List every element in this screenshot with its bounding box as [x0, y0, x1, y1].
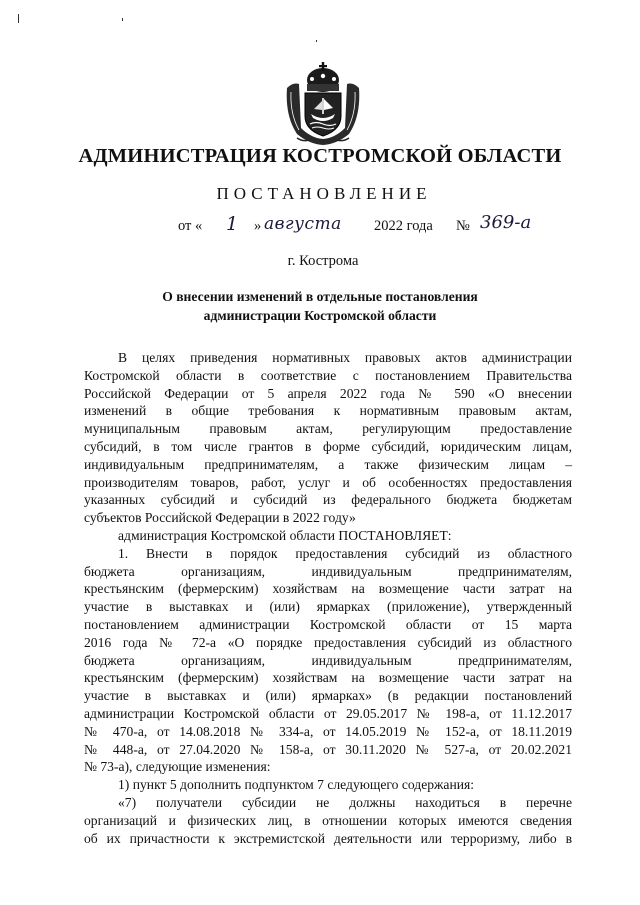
body-line: администрация Костромской области ПОСТАНОВЛЯЕТ: — [118, 527, 452, 543]
scan-speck — [316, 40, 317, 42]
handwritten-day: 1 — [226, 213, 239, 235]
body-line: В целях приведения нормативных правовых актов администрации — [118, 350, 572, 365]
document-subject — [0, 287, 640, 325]
body-line: организаций и физических лиц, в отношении которых имеются сведения — [84, 812, 572, 828]
document-type: ПОСТАНОВЛЕНИЕ — [216, 184, 432, 203]
body-line: № 448-а, от 27.04.2020 № 158-а, от 30.11.2020 № 527-а, от 20.02.2021 — [84, 741, 572, 757]
organization-title: АДМИНИСТРАЦИЯ КОСТРОМСКОЙ ОБЛАСТИ — [78, 145, 562, 167]
body-line: крестьянским (фермерским) хозяйствам на возмещение части затрат на — [84, 581, 572, 597]
body-line: № 73-а), следующие изменения: — [84, 759, 271, 775]
body-line: 1) пункт 5 дополнить подпунктом 7 следующего содержания: — [118, 777, 475, 793]
body-line: 2016 года № 72-а «О порядке предоставления субсидий из областного — [84, 634, 572, 650]
body-line: администрации Костромской области от 29.05.2017 № 198-а, от 11.12.2017 — [84, 705, 572, 721]
handwritten-number: 369-а — [480, 212, 532, 233]
document-body — [84, 349, 572, 847]
subject-line: администрации Костромской области — [203, 308, 437, 323]
body-line: бюджета организациям, индивидуальным предпринимателям, — [84, 652, 572, 668]
body-line: «7) получатели субсидии не должны находиться в перечне — [118, 794, 572, 810]
body-line: 1. Внести в порядок предоставления субсидий из областного — [118, 545, 572, 561]
city-name: г. Кострома — [287, 253, 359, 269]
scan-speck — [122, 18, 123, 21]
body-line: индивидуальным предпринимателям, а также физическим лицам – — [84, 456, 572, 472]
body-line: муниципальным правовым актам, регулирующим предоставление — [84, 421, 572, 437]
date-prefix: от « — [178, 218, 203, 234]
body-line: об их причастности к экстремистской деятельности или терроризму, либо в — [84, 830, 572, 846]
body-line: производителям товаров, работ, услуг и об особенностях предоставления — [84, 474, 572, 490]
date-year: 2022 года — [374, 218, 433, 234]
document-date-line — [178, 214, 578, 238]
body-line: крестьянским (фермерским) хозяйствам на возмещение части затрат на — [84, 670, 572, 686]
handwritten-month: августа — [264, 214, 342, 234]
date-quote-close: » — [254, 218, 262, 234]
number-sign: № — [456, 218, 470, 234]
body-line: постановлением администрации Костромской области от 15 марта — [84, 616, 572, 632]
body-line: участие в выставках и (или) ярмарках» (в редакции постановлений — [84, 688, 572, 704]
scan-speck — [18, 14, 19, 23]
body-line: бюджета организациям, индивидуальным предпринимателям, — [84, 563, 572, 579]
body-line: указанных субсидий и субсидий из федерального бюджета бюджетам — [84, 492, 572, 508]
body-line: субъектов Российской Федерации в 2022 году» — [84, 510, 356, 526]
body-line: № 470-а, от 14.08.2018 № 334-а, от 14.05.2019 № 152-а, от 18.11.2019 — [84, 723, 572, 739]
body-line: Костромской области в соответствие с постановлением Правительства — [84, 367, 572, 383]
body-line: Российской Федерации от 5 апреля 2022 года № 590 «О внесении — [84, 385, 572, 401]
body-line: субсидий, в том числе грантов в форме субсидий, юридическим лицам, — [84, 438, 572, 454]
body-line: изменений в общие требования к нормативным правовым актам, — [84, 403, 572, 419]
body-line: участие в выставках и (или) ярмарках (приложение), утвержденный — [84, 599, 572, 615]
coat-of-arms-emblem — [283, 58, 363, 146]
subject-line: О внесении изменений в отдельные постановления — [162, 289, 478, 304]
